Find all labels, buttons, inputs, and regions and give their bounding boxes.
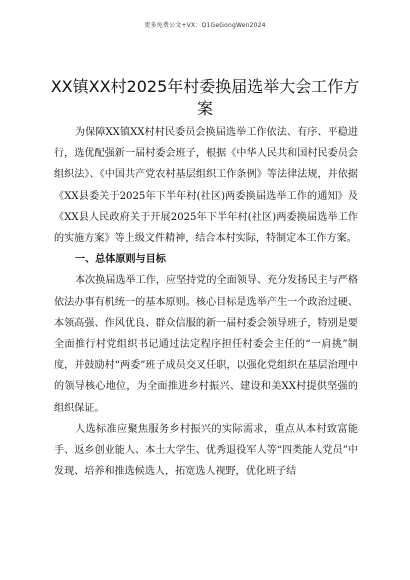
document-title: XX镇XX村2025年村委换届选举大会工作方案 [50, 77, 360, 118]
intro-paragraph: 为保障XX镇XX村村民委员会换届选举工作依法、有序、平稳进行，选优配强新一届村委会班子，根据《中华人民共和国村民委员会组织法》、《中国共产党农村基层组织工作条例》等法律法规，并依据《XX县委关于2025年下半年村(社区)两委换届选举工作的通知》及《XX县人民政府关于开展2025年下半年村(社区)两委换届选举工作的实施方案》等上级文件精神，结合本村实际，特制定本工作方案。 [54, 127, 358, 245]
document-body [54, 122, 358, 482]
section-paragraph-2: 人选标准应聚焦服务乡村振兴的实际需求，重点从本村致富能手、返乡创业能人、本土大学生、优秀退役军人等“四类能人党员”中发现、培养和推选候选人，拓宽选人视野，优化班子结 [54, 423, 358, 478]
section-paragraph-1: 本次换届选举工作，应坚持党的全面领导、充分发扬民主与严格依法办事有机统一的基本原则。核心目标是选举产生一个政治过硬、本领高强、作风优良、群众信服的新一届村委会领导班子，特别是要全面推行村党组织书记通过法定程序担任村委会主任的“一肩挑”制度，并鼓励村“两委”班子成员交叉任职，以强化党组织在基层治理中的领导核心地位，为全面推进乡村振兴、建设和美XX村提供坚强的组织保证。 [54, 275, 358, 414]
section-heading: 一、总体原则与目标 [75, 254, 166, 266]
header-note: 更多免费公文+VX：Q1GeGongWen2024 [144, 22, 266, 29]
